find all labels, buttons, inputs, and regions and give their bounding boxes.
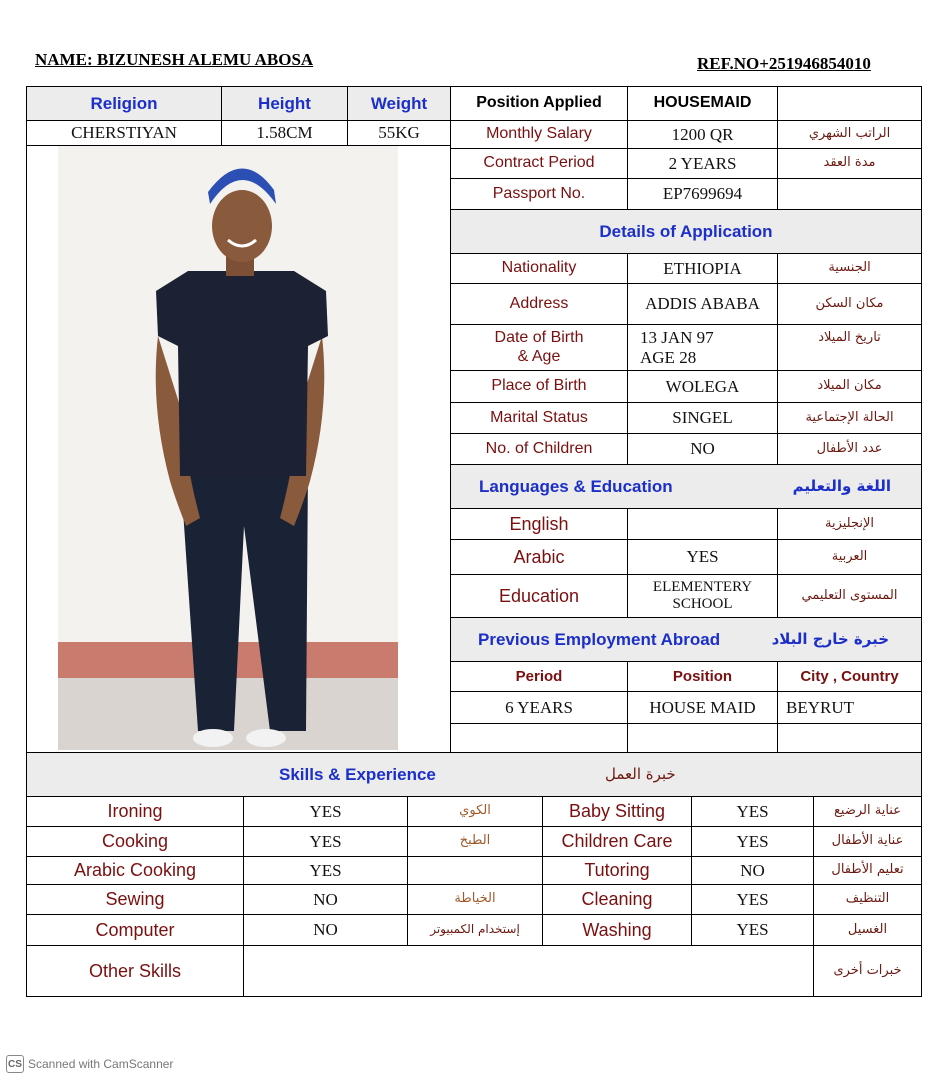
- candidate-photo: [58, 146, 398, 750]
- nationality-value: ETHIOPIA: [627, 253, 778, 284]
- religion-value: CHERSTIYAN: [26, 120, 222, 146]
- position-applied-label: Position Applied: [450, 86, 628, 121]
- languages-section-title: Languages & Education: [479, 476, 673, 496]
- other-skills-label: Other Skills: [26, 945, 244, 997]
- skill-ironing-label: Ironing: [26, 796, 244, 827]
- employment-period: 6 YEARS: [450, 691, 628, 724]
- skill-childcare-label: Children Care: [542, 826, 692, 857]
- skills-section-title: Skills & Experience: [279, 764, 436, 784]
- languages-section-header: [450, 464, 922, 509]
- employment-section-header: [450, 617, 922, 662]
- skill-ironing-arabic: الكوي: [407, 796, 543, 827]
- skill-cooking-value: YES: [243, 826, 408, 857]
- weight-label: Weight: [347, 86, 451, 121]
- skill-babysitting-label: Baby Sitting: [542, 796, 692, 827]
- pob-arabic: مكان الميلاد: [777, 370, 922, 403]
- english-label: English: [450, 508, 628, 540]
- skill-ironing-value: YES: [243, 796, 408, 827]
- employment-empty-2: [627, 723, 778, 753]
- other-skills-value: [243, 945, 814, 997]
- skill-sewing-value: NO: [243, 884, 408, 915]
- skill-arabic-cooking-label: Arabic Cooking: [26, 856, 244, 885]
- passport-label: Passport No.: [450, 178, 628, 210]
- languages-section-title-arabic: اللغة والتعليم: [792, 476, 891, 495]
- camscanner-watermark: [6, 1055, 173, 1073]
- skill-cleaning-value: YES: [691, 884, 814, 915]
- camscanner-text: Scanned with CamScanner: [28, 1057, 174, 1071]
- skill-computer-label: Computer: [26, 914, 244, 946]
- skill-computer-value: NO: [243, 914, 408, 946]
- english-value: [627, 508, 778, 540]
- education-arabic: المستوى التعليمي: [777, 574, 922, 618]
- employment-section-title: Previous Employment Abroad: [478, 629, 721, 649]
- candidate-name: NAME: BIZUNESH ALEMU ABOSA: [35, 50, 314, 69]
- nationality-label: Nationality: [450, 253, 628, 284]
- skill-arabic-cooking-value: YES: [243, 856, 408, 885]
- employment-empty-1: [450, 723, 628, 753]
- skill-washing-arabic: الغسيل: [813, 914, 922, 946]
- skill-childcare-arabic: عناية الأطفال: [813, 826, 922, 857]
- nationality-arabic: الجنسية: [777, 253, 922, 284]
- marital-arabic: الحالة الإجتماعية: [777, 402, 922, 434]
- skill-washing-value: YES: [691, 914, 814, 946]
- skill-babysitting-value: YES: [691, 796, 814, 827]
- skill-washing-label: Washing: [542, 914, 692, 946]
- employment-position: HOUSE MAID: [627, 691, 778, 724]
- candidate-photo-illustration: [58, 146, 398, 750]
- skill-cleaning-arabic: التنظيف: [813, 884, 922, 915]
- reference-number: REF.NO+251946854010: [697, 54, 871, 73]
- marital-value: SINGEL: [627, 402, 778, 434]
- address-arabic: مكان السكن: [777, 283, 922, 325]
- skill-arabic-cooking-arabic: [407, 856, 543, 885]
- children-arabic: عدد الأطفال: [777, 433, 922, 465]
- education-value: ELEMENTERY SCHOOL: [627, 574, 778, 618]
- employment-city: BEYRUT: [777, 691, 922, 724]
- skill-computer-arabic: إستخدام الكمبيوتر: [407, 914, 543, 946]
- height-label: Height: [221, 86, 348, 121]
- position-applied-value: HOUSEMAID: [627, 86, 778, 121]
- skill-cooking-label: Cooking: [26, 826, 244, 857]
- employment-section-title-arabic: خبرة خارج البلاد: [771, 629, 889, 648]
- col-period: Period: [450, 661, 628, 692]
- skills-section-title-arabic: خبرة العمل: [605, 764, 676, 783]
- employment-empty-3: [777, 723, 922, 753]
- salary-value: 1200 QR: [627, 120, 778, 149]
- arabic-arabic: العربية: [777, 539, 922, 575]
- details-section-title: Details of Application: [450, 209, 922, 254]
- pob-value: WOLEGA: [627, 370, 778, 403]
- address-label: Address: [450, 283, 628, 325]
- height-value: 1.58CM: [221, 120, 348, 146]
- skill-cooking-arabic: الطبخ: [407, 826, 543, 857]
- skill-tutoring-label: Tutoring: [542, 856, 692, 885]
- col-city-country: City , Country: [777, 661, 922, 692]
- religion-label: Religion: [26, 86, 222, 121]
- pob-label: Place of Birth: [450, 370, 628, 403]
- marital-label: Marital Status: [450, 402, 628, 434]
- arabic-value: YES: [627, 539, 778, 575]
- salary-label: Monthly Salary: [450, 120, 628, 149]
- passport-arabic: [777, 178, 922, 210]
- contract-arabic: مدة العقد: [777, 148, 922, 179]
- skill-childcare-value: YES: [691, 826, 814, 857]
- skill-cleaning-label: Cleaning: [542, 884, 692, 915]
- address-value: ADDIS ABABA: [627, 283, 778, 325]
- col-position: Position: [627, 661, 778, 692]
- education-label: Education: [450, 574, 628, 618]
- dob-arabic: تاريخ الميلاد: [777, 324, 922, 371]
- skill-sewing-label: Sewing: [26, 884, 244, 915]
- children-value: NO: [627, 433, 778, 465]
- passport-value: EP7699694: [627, 178, 778, 210]
- contract-value: 2 YEARS: [627, 148, 778, 179]
- salary-arabic: الراتب الشهري: [777, 120, 922, 149]
- other-skills-arabic: خبرات أخرى: [813, 945, 922, 997]
- dob-value: 13 JAN 97 AGE 28: [627, 324, 778, 371]
- weight-value: 55KG: [347, 120, 451, 146]
- skill-tutoring-arabic: تعليم الأطفال: [813, 856, 922, 885]
- camscanner-logo-icon: CS: [6, 1055, 24, 1073]
- contract-label: Contract Period: [450, 148, 628, 179]
- english-arabic: الإنجليزية: [777, 508, 922, 540]
- dob-label: Date of Birth & Age: [450, 324, 628, 371]
- skill-tutoring-value: NO: [691, 856, 814, 885]
- skill-sewing-arabic: الخياطة: [407, 884, 543, 915]
- skill-babysitting-arabic: عناية الرضيع: [813, 796, 922, 827]
- position-arabic-cell: [777, 86, 922, 121]
- arabic-label: Arabic: [450, 539, 628, 575]
- skills-section-header: [26, 752, 922, 797]
- children-label: No. of Children: [450, 433, 628, 465]
